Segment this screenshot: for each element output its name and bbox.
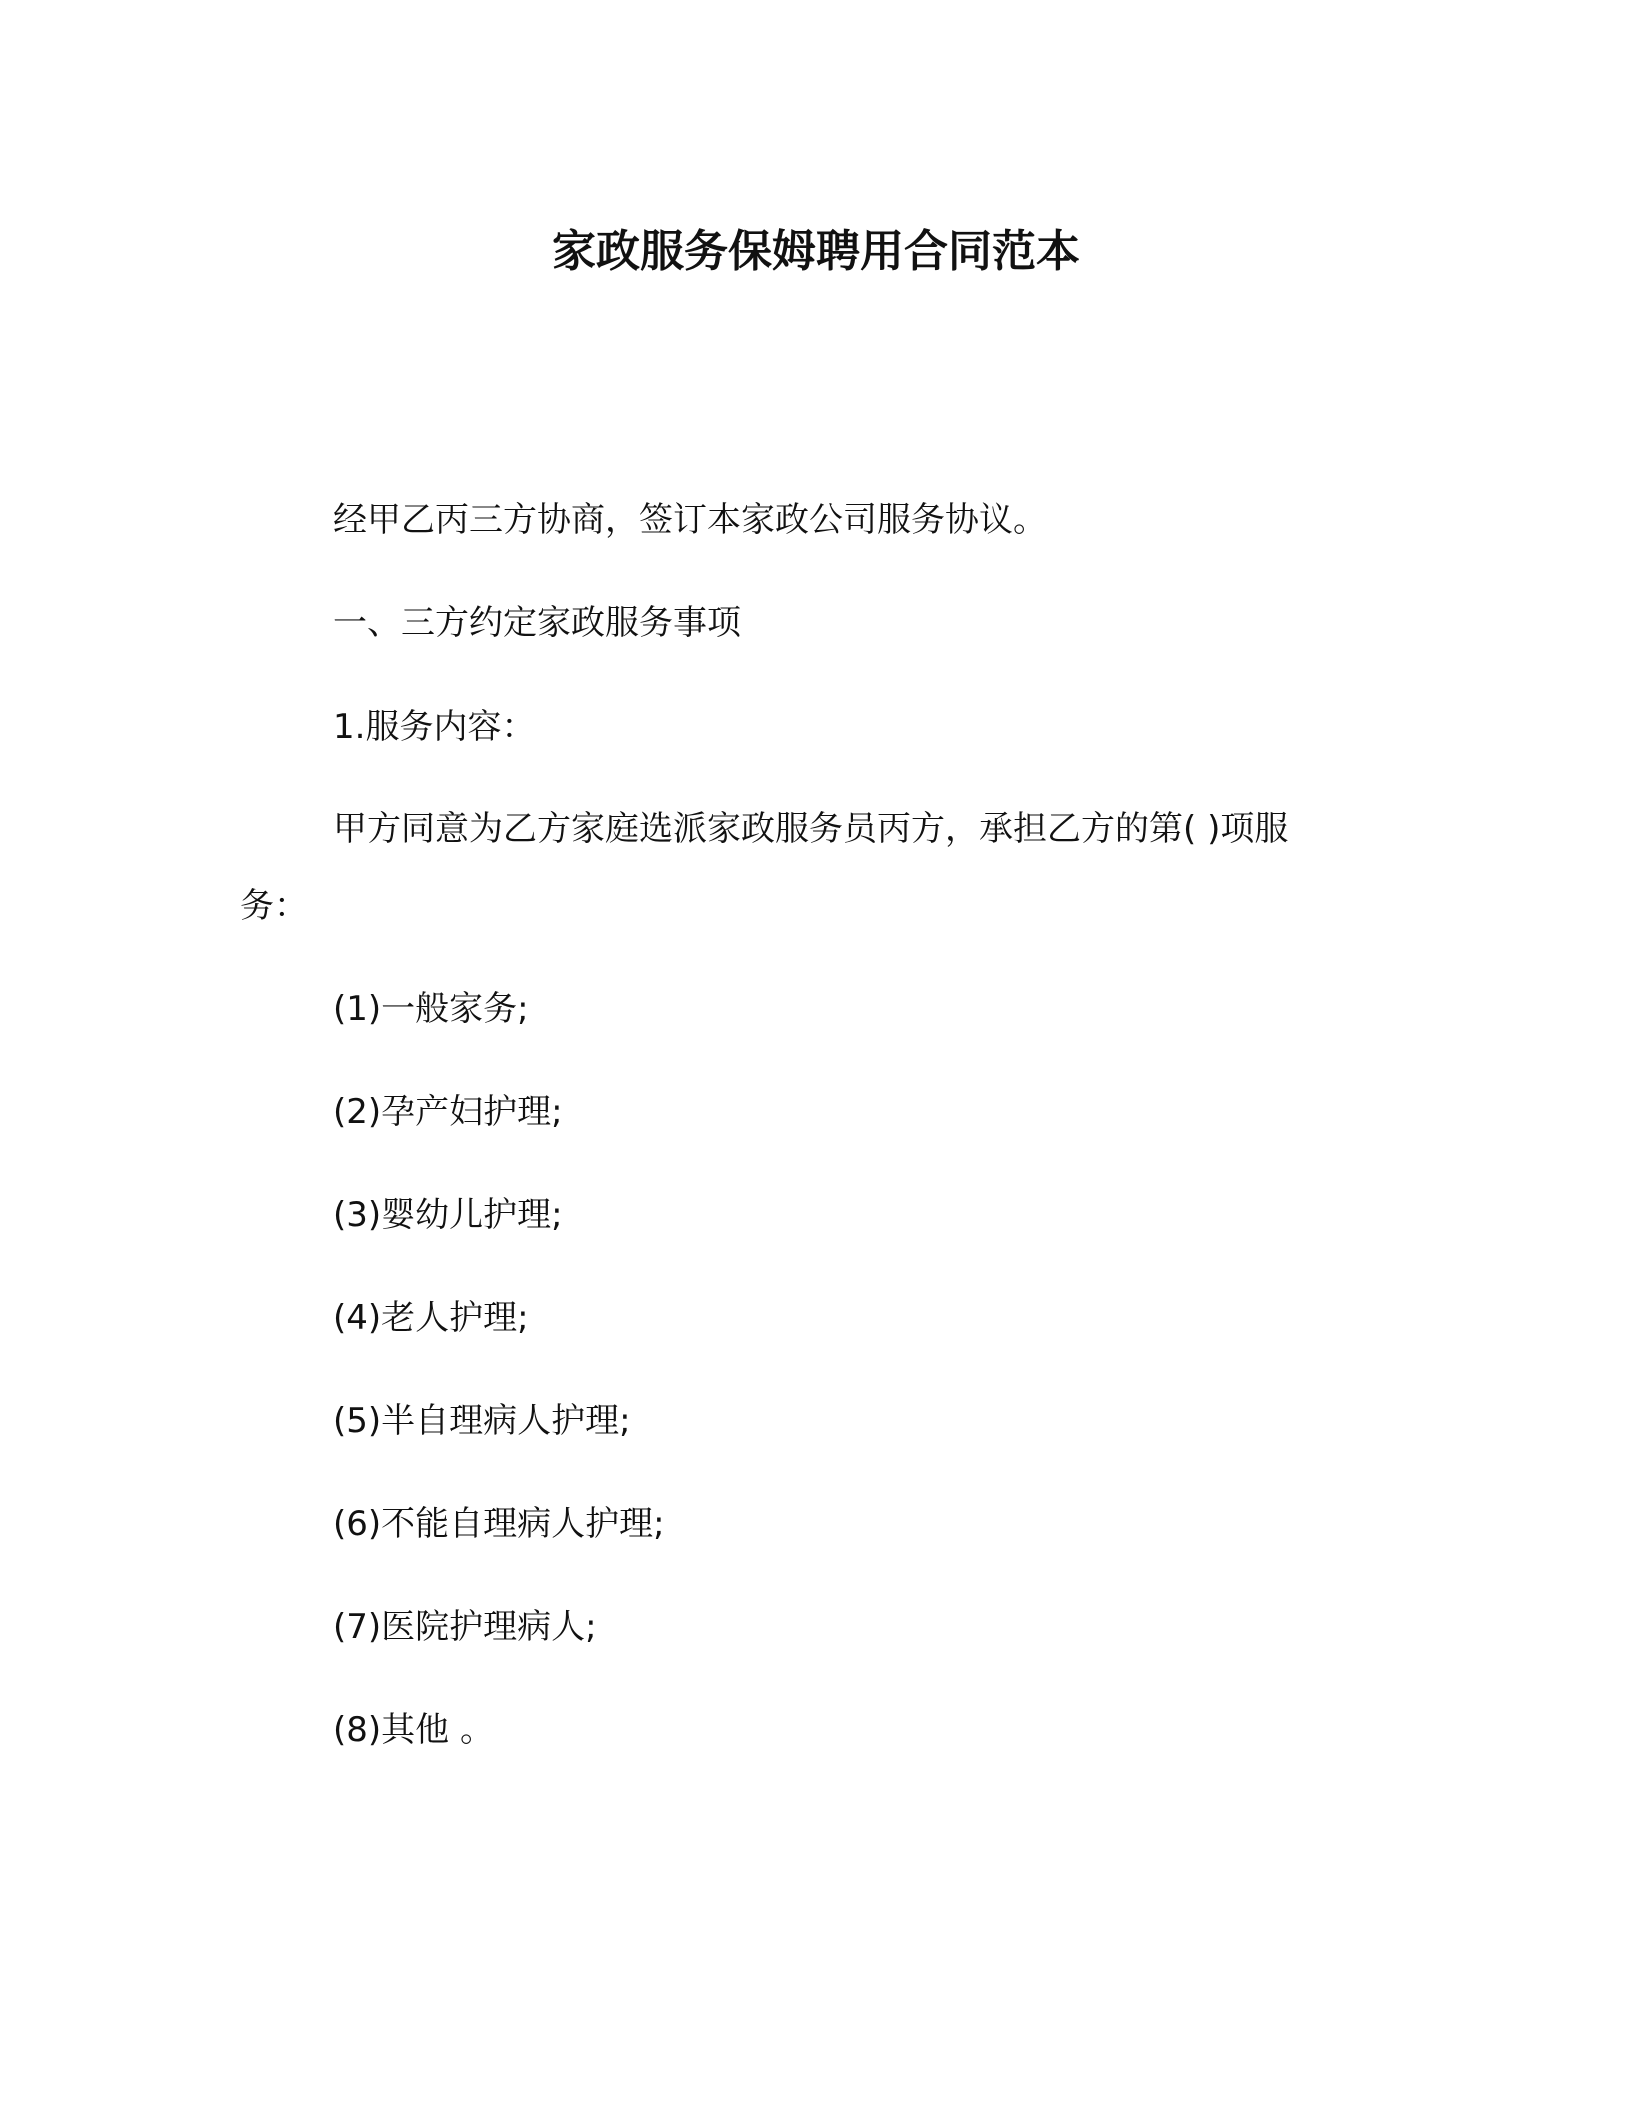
- service-list-item: (2)孕产妇护理;: [333, 1092, 563, 1132]
- service-list-item: (8)其他 。: [333, 1710, 494, 1750]
- service-paragraph-line-1: 甲方同意为乙方家庭选派家政服务员丙方，承担乙方的第( )项服: [333, 809, 1289, 849]
- item-heading: 1.服务内容：: [333, 707, 536, 747]
- service-list-item: (4)老人护理;: [333, 1298, 529, 1338]
- intro-paragraph: 经甲乙丙三方协商，签订本家政公司服务协议。: [333, 500, 1047, 540]
- service-list-item: (5)半自理病人护理;: [333, 1401, 631, 1441]
- section-heading: 一、三方约定家政服务事项: [333, 603, 741, 643]
- service-list-item: (6)不能自理病人护理;: [333, 1504, 665, 1544]
- service-list-item: (7)医院护理病人;: [333, 1607, 597, 1647]
- service-list-item: (1)一般家务;: [333, 989, 529, 1029]
- service-list-item: (3)婴幼儿护理;: [333, 1195, 563, 1235]
- service-paragraph-line-2: 务：: [240, 886, 308, 926]
- document-title: 家政服务保姆聘用合同范本: [552, 226, 1080, 277]
